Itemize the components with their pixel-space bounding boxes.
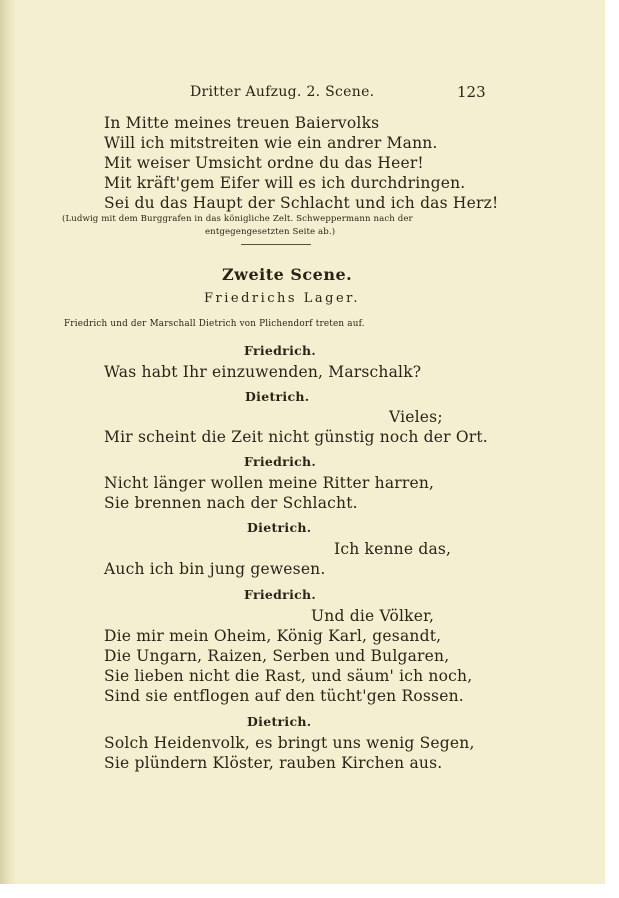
verse-line: Nicht länger wollen meine Ritter harren,: [104, 474, 435, 492]
speaker-name: Dietrich.: [245, 389, 310, 404]
speaker-name: Friedrich.: [244, 454, 317, 469]
book-spine-shadow: [0, 0, 16, 898]
running-title: Dritter Aufzug. 2. Scene.: [190, 84, 375, 100]
scene-location: Friedrichs Lager.: [204, 291, 361, 306]
verse-line: Die mir mein Oheim, König Karl, gesandt,: [104, 627, 442, 645]
verse-line: Sind sie entflogen auf den tücht'gen Rossen.: [104, 687, 464, 705]
verse-line: Mit weiser Umsicht ordne du das Heer!: [104, 154, 424, 172]
verse-line: Die Ungarn, Raizen, Serben und Bulgaren,: [104, 647, 450, 665]
verse-line: Vieles;: [389, 408, 443, 426]
verse-line: Mit kräft'gem Eifer will es ich durchdringen.: [104, 174, 466, 192]
speaker-name: Dietrich.: [247, 520, 312, 535]
verse-line: Was habt Ihr einzuwenden, Marschalk?: [104, 363, 422, 381]
stage-direction: Friedrich und der Marschall Dietrich von Plichendorf treten auf.: [64, 319, 365, 329]
verse-line: Und die Völker,: [311, 607, 435, 625]
verse-line: Sie plündern Klöster, rauben Kirchen aus.: [104, 754, 443, 772]
verse-line: Sei du das Haupt der Schlacht und ich das Herz!: [104, 194, 499, 212]
page-margin-bottom: [0, 884, 619, 898]
verse-line: Will ich mitstreiten wie ein andrer Mann.: [104, 134, 438, 152]
verse-line: Solch Heidenvolk, es bringt uns wenig Segen,: [104, 734, 475, 752]
verse-line: Sie brennen nach der Schlacht.: [104, 494, 358, 512]
page-number: 123: [457, 83, 486, 101]
scene-heading: Zweite Scene.: [222, 265, 353, 284]
stage-direction: (Ludwig mit dem Burggrafen in das königliche Zelt. Schweppermann nach der: [62, 214, 413, 224]
section-divider: [241, 244, 311, 245]
speaker-name: Dietrich.: [247, 714, 312, 729]
verse-line: Sie lieben nicht die Rast, und säum' ich noch,: [104, 667, 473, 685]
speaker-name: Friedrich.: [244, 587, 317, 602]
verse-line: In Mitte meines treuen Baiervolks: [104, 114, 380, 132]
page-margin-right: [605, 0, 619, 898]
verse-line: Mir scheint die Zeit nicht günstig noch der Ort.: [104, 428, 488, 446]
speaker-name: Friedrich.: [244, 343, 317, 358]
verse-line: Auch ich bin jung gewesen.: [104, 560, 326, 578]
stage-direction: entgegengesetzten Seite ab.): [205, 227, 336, 237]
verse-line: Ich kenne das,: [334, 540, 452, 558]
